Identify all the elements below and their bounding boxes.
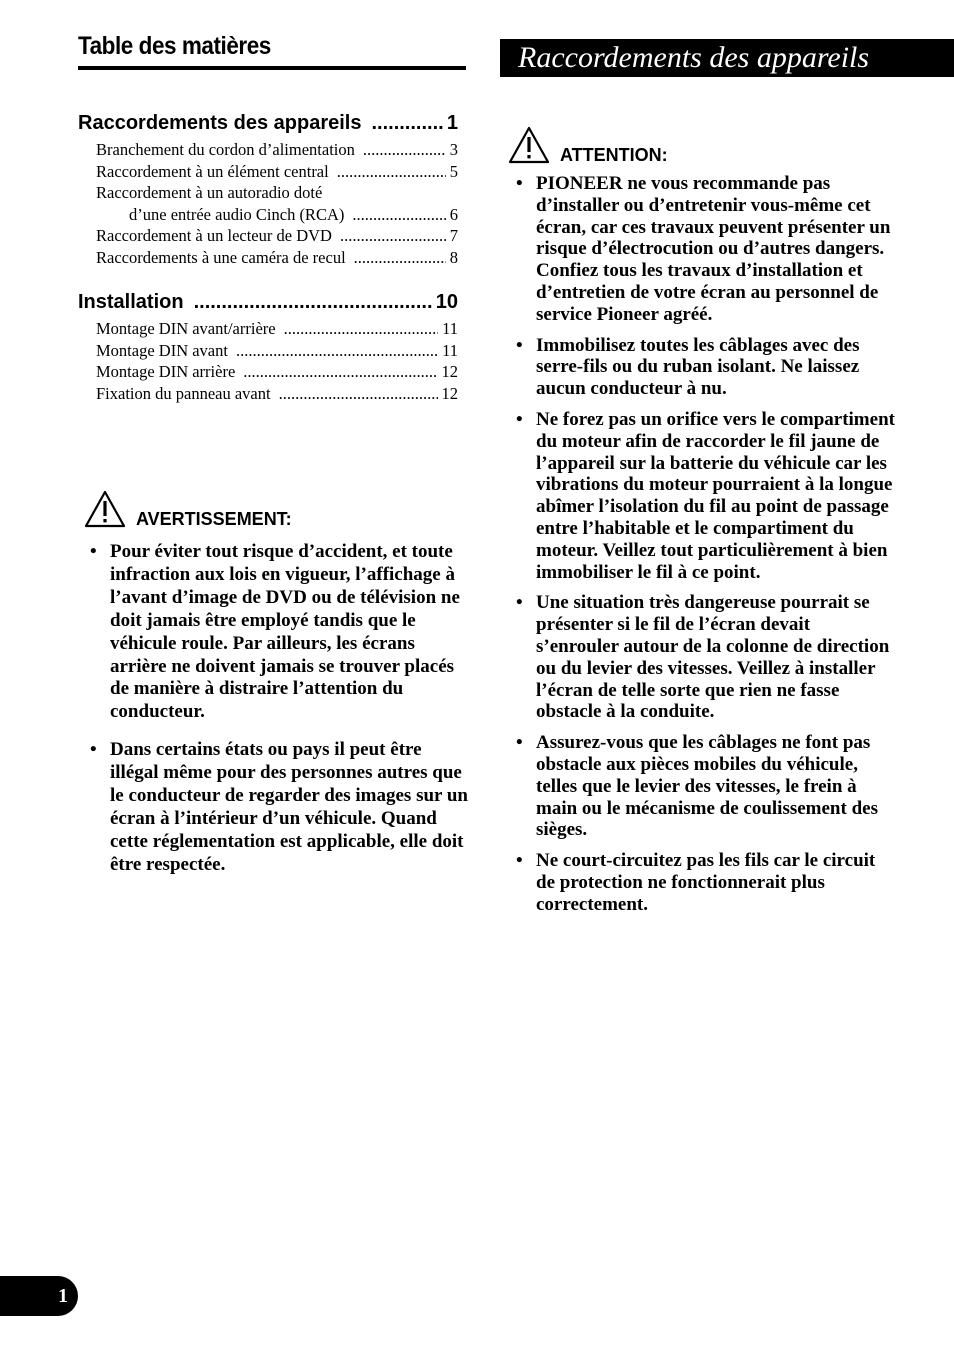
section-title-banner: Raccordements des appareils (500, 39, 954, 77)
toc-subentry-label: Montage DIN avant/arrière (96, 319, 276, 338)
toc-entry-connections[interactable] (78, 112, 458, 140)
caution-item: • Une situation très dangereuse pourrait se présenter si le fil de l’écran devait s’enrouler autour de la colonne de direction ou du levier des vitesses. Veillez à installer l’écran de telle sorte que rien ne fasse obstacle à la conduite. (504, 592, 896, 723)
toc-subentry-label: Montage DIN arrière (96, 362, 236, 382)
caution-item: • Immobilisez toutes les câblages avec des serre-fils ou du ruban isolant. Ne laissez aucun conducteur à nu. (504, 335, 896, 400)
toc-leader (354, 248, 446, 268)
caution-item: • PIONEER ne vous recommande pas d’installer ou d’entretenir vous-même cet écran, car ces travaux peuvent présenter un risque d’électrocution ou d’autres dangers. Confiez tous les travaux d’installation et d’entretien de votre écran au personnel de service Pioneer agréé. (504, 173, 896, 326)
toc-subentry-label: Fixation du panneau avant (96, 383, 271, 403)
toc-subentry[interactable] (96, 362, 458, 384)
toc-entry-page: 10 (435, 291, 458, 313)
toc-subentry-page: 12 (441, 362, 458, 382)
toc-subentry-label: Raccordement à un élément central (96, 161, 329, 181)
toc-leader (236, 341, 438, 361)
toc-subentry-page: 11 (442, 319, 458, 338)
toc-entry-page: 1 (446, 112, 458, 134)
toc-leader (194, 291, 432, 314)
toc-leader (279, 384, 438, 404)
warning-list (78, 541, 470, 892)
toc-subentry-page: 8 (449, 247, 458, 267)
caution-title: ATTENTION: (560, 145, 668, 165)
toc-entry-installation[interactable] (78, 291, 458, 319)
toc-subentry[interactable] (96, 140, 458, 162)
caution-item: • Ne court-circuitez pas les fils car le circuit de protection ne fonctionnerait plus correctement. (504, 850, 896, 915)
toc-subentry-continued[interactable] (129, 205, 458, 227)
toc-subentry[interactable] (96, 226, 458, 248)
toc-subentry[interactable] (96, 341, 458, 363)
warning-triangle-icon (84, 490, 126, 528)
toc-subentry-label: Raccordement à un lecteur de DVD (96, 226, 332, 246)
toc-subentry[interactable] (96, 162, 458, 184)
toc-leader (352, 205, 445, 225)
toc-subentry-page: 5 (449, 161, 458, 181)
toc-subentry[interactable] (96, 248, 458, 270)
caution-list (504, 173, 896, 925)
caution-header (508, 126, 668, 164)
toc-subentry-page: 6 (449, 204, 458, 224)
toc-leader (340, 226, 446, 246)
toc-subentry-label: Raccordements à une caméra de recul (96, 247, 346, 267)
toc-subentry-label: Raccordement à un autoradio doté (96, 183, 323, 203)
toc-section-connections (78, 112, 458, 270)
toc-subentry[interactable] (96, 384, 458, 406)
toc-subentry[interactable] (96, 183, 458, 205)
toc-entry-label: Installation (78, 291, 184, 313)
toc-leader (371, 112, 442, 135)
page-number: 1 (0, 1276, 78, 1316)
toc-leader (284, 319, 439, 339)
toc-subentry-page: 7 (449, 226, 458, 246)
toc-subentry[interactable] (96, 319, 458, 341)
caution-item: • Ne forez pas un orifice vers le compartiment du moteur afin de raccorder le fil jaune de l’appareil sur la batterie du véhicule car les vibrations du moteur pourraient à la longue abîmer l’isolation du fil au point de passage entre l’habitable et le compartiment du moteur. Veillez tout particulièrement à bien immobiliser le fil à ce point. (504, 409, 896, 583)
toc-subentry-page: 12 (441, 383, 458, 403)
toc-subentry-page: 3 (449, 140, 458, 159)
toc-divider (78, 66, 466, 70)
toc-subentry-label: Montage DIN avant (96, 340, 228, 360)
toc-leader (363, 140, 446, 160)
warning-title: AVERTISSEMENT: (136, 509, 292, 529)
caution-item: • Assurez-vous que les câblages ne font pas obstacle aux pièces mobiles du véhicule, telles que le levier des vitesses, le frein à main ou le mécanisme de coulissement des sièges. (504, 732, 896, 841)
toc-entry-label: Raccordements des appareils (78, 112, 362, 134)
warning-triangle-icon (508, 126, 550, 164)
toc-leader (337, 162, 446, 182)
toc-leader (243, 362, 437, 382)
warning-item: • Pour éviter tout risque d’accident, et toute infraction aux lois en vigueur, l’affichage à l’avant d’image de DVD ou de télévision ne doit jamais être employé tandis que le véhicule roule. Par ailleurs, les écrans arrière ne doivent jamais se trouver placés de manière à distraire l’attention du conducteur. (78, 541, 470, 724)
toc-subentry-label: d’une entrée audio Cinch (RCA) (129, 204, 345, 224)
warning-header (84, 490, 292, 528)
toc-section-installation (78, 291, 458, 405)
toc-subentry-label: Branchement du cordon d’alimentation (96, 140, 355, 159)
warning-item: • Dans certains états ou pays il peut être illégal même pour des personnes autres que le conducteur de regarder des images sur un écran à l’intérieur d’un véhicule. Quand cette réglementation est applicable, elle doit être respectée. (78, 739, 470, 876)
toc-title: Table des matières (78, 32, 271, 60)
toc-subentry-page: 11 (442, 340, 458, 360)
